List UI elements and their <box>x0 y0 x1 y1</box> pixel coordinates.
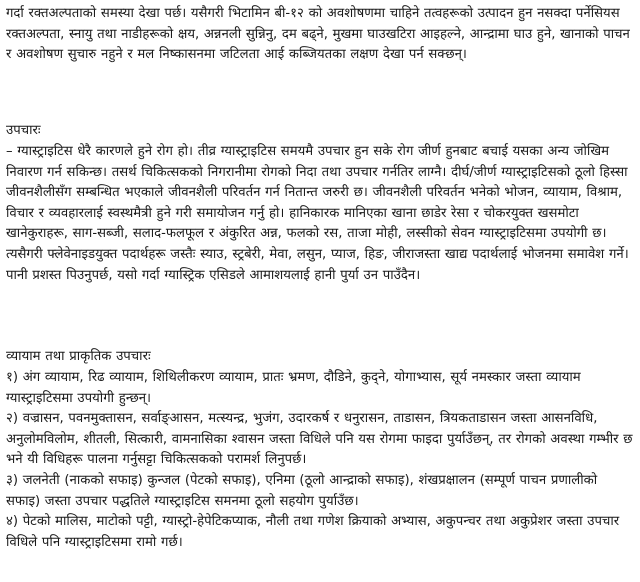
article-page <box>6 0 634 582</box>
intro-paragraph: गर्दा रक्तअल्पताको समस्या देखा पर्छ। यसैगरी भिटामिन बी-१२ को अवशोषणमा चाहिने तत्वहरूको उत्पादन हुन नसक्दा पर्नेसियस रक्तअल्पता, स्नायु तथा नाडीहरूको क्षय, अन्ननली सुन्निनु, दम बढ्ने, मुखमा घाउखटिरा आइहल्ने, आन्द्रामा घाउ हुने, खानाको पाचन र अवशोषण सुचारु नहुने र मल निष्कासनमा जटिलता आई कब्जियतका लक्षण देखा पर्न सक्छन्। <box>6 6 630 63</box>
treatment-paragraph: – ग्यास्ट्राइटिस धेरै कारणले हुने रोग हो। तीव्र ग्यास्ट्राइटिस समयमै उपचार हुन सके रोग जीर्ण हुनबाट बचाई यसका अन्य जोखिम निवारण गर्न सकिन्छ। तसर्थ चिकित्सकको निगरानीमा रोगको निदा तथा उपचार गर्नतिर लाग्नै। दीर्घ/जीर्ण ग्यास्ट्राइटिसको ठूलो हिस्सा जीवनशैलीसँग सम्बन्धित भएकाले जीवनशैली परिवर्तन गर्न नितान्त जरुरी छ। जीवनशैली परिवर्तन भनेको भोजन, व्यायाम, विश्राम, विचार र व्यवहारलाई स्वस्थमैत्री हुने गरी समायोजन गर्नु हो। हानिकारक मानिएका खाना छाडेर रेसा र चोकरयुक्त खसमोटा खानेकुराहरू, साग-सब्जी, सलाद-फलफूल र अंकुरित अन्न, फलको रस, ताजा मोही, लस्सीको सेवन ग्यास्ट्राइटिसमा उपयोगी छ। त्यसैगरी फ्लेवेनाइडयुक्त पदार्थहरू जस्तैः स्याउ, स्ट्रबेरी, मेवा, लसुन, प्याज, हिङ, जीराजस्ता खाद्य पदार्थलाई भोजनमा समावेश गर्ने। पानी प्रशस्त पिउनुपर्छ, यसो गर्दा ग्यास्ट्रिक एसिडले आमाशयलाई हानी पुर्या उन पाउँदैन। <box>6 144 629 283</box>
exercise-item-2: २) वज्रासन, पवनमुक्तासन, सर्वाङ्‌आसन, मत्स्यन्द्र, भुजंग, उदारकर्ष र धनुरासन, ताडासन, त्रियकताडासन जस्ता आसनविधि, अनुलोमविलोम, शीतली, सित्कारी, वामनासिका श्वासन जस्ता विधिले पनि यस रोगमा फाइदा पुर्याउँछन्, तर रोगको अवस्था गम्भीर छ भने यी विधिहरू पालना गर्नुसट्टा चिकित्सकको परामर्श लिनुपर्छ। <box>6 411 633 468</box>
exercise-item-3: ३) जलनेती (नाकको सफाइ) कुन्जल (पेटको सफाइ), एनिमा (ठूलो आन्द्राको सफाइ), शंखप्रक्षालन (सम्पूर्ण पाचन प्रणालीको सफाइ) जस्ता उपचार पद्धतिले ग्यास्ट्राइटिस समनमा ठूलो सहयोग पुर्याउँछ। <box>6 472 598 509</box>
exercise-list <box>6 368 634 553</box>
exercise-item-4: ४) पेटको मालिस, माटोको पट्टी, ग्यास्ट्रो-हेपेटिकप्याक, नौली तथा गणेश क्रियाको अभ्यास, अकुपन्चर तथा अकुप्रेशर जस्ता उपचार विधिले पनि ग्यास्ट्राइटिसमा रामो गर्छ। <box>6 514 620 550</box>
exercise-item-1: १) अंग व्यायाम, रिढ व्यायाम, शिथिलीकरण व्यायाम, प्रातः भ्रमण, दौडिने, कुद्ने, योगाभ्यास, सूर्य नमस्कार जस्ता व्यायाम ग्यास्ट्राइटिसमा उपयोगी हुन्छन्। <box>6 370 581 406</box>
treatment-heading: उपचारः <box>6 123 41 138</box>
exercise-heading: व्यायाम तथा प्राकृतिक उपचारः <box>6 349 151 364</box>
